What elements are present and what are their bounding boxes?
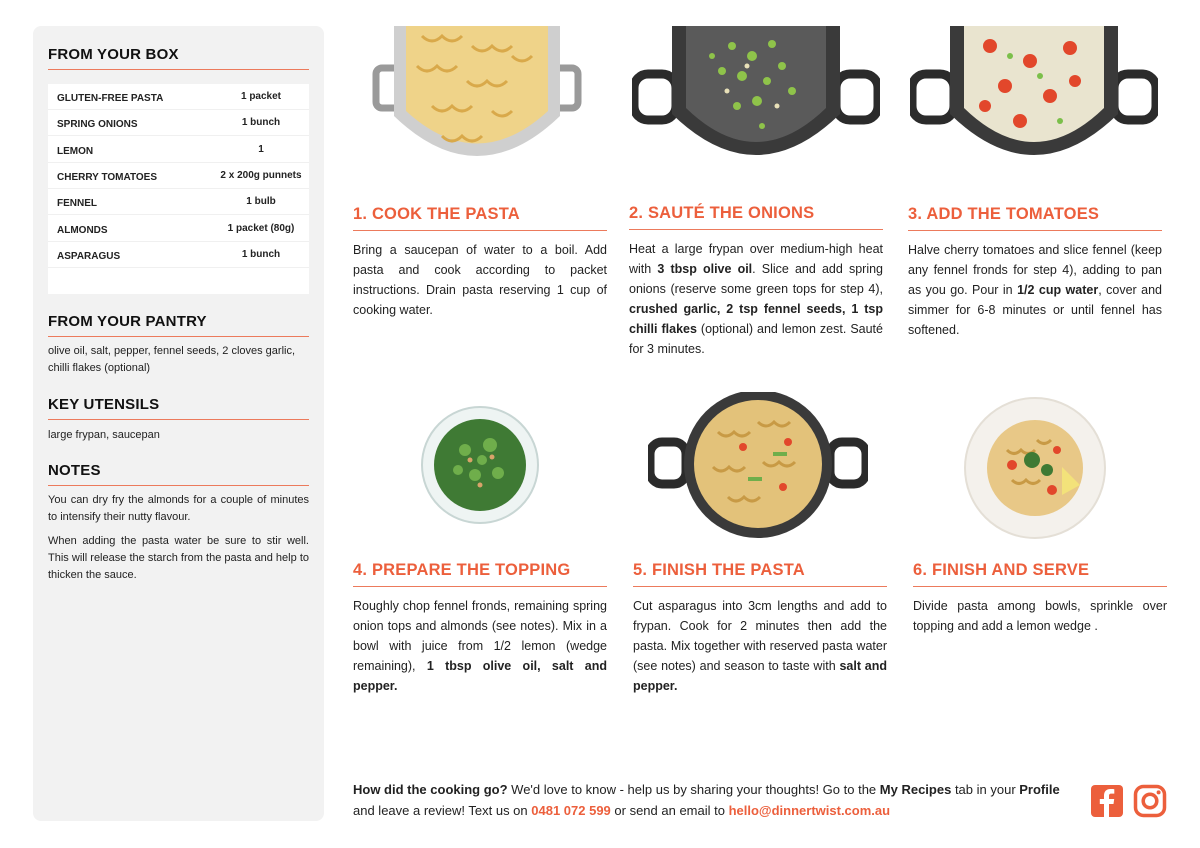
facebook-icon[interactable] bbox=[1090, 784, 1124, 818]
pantry-text: olive oil, salt, pepper, fennel seeds, 2 cloves garlic, chilli flakes (optional) bbox=[48, 345, 296, 374]
step-1-title: 1. COOK THE PASTA bbox=[353, 205, 607, 231]
tomatoes-fennel-pan-photo bbox=[910, 26, 1158, 172]
ingredient-name: CHERRY TOMATOES bbox=[57, 171, 158, 183]
ingredient-quantity: 1 bulb bbox=[246, 196, 276, 208]
topping-bowl-photo bbox=[420, 405, 540, 525]
step-4-body: Roughly chop fennel fronds, remaining spring onion tops and almonds (see notes). Mix in a bowl with juice from 1/2 lemon (wedge remaining), 1 tbsp olive oil, salt and pepper. bbox=[353, 599, 607, 693]
step-5-body: Cut asparagus into 3cm lengths and add to frypan. Cook for 2 minutes then add the pasta. Mix together with reserved pasta water (see notes) and season to taste with salt and pepper. bbox=[633, 599, 887, 693]
ingredient-quantity: 1 bbox=[258, 143, 264, 155]
step-4-title: 4. PREPARE THE TOPPING bbox=[353, 561, 607, 587]
email-link[interactable]: hello@dinnertwist.com.au bbox=[728, 803, 891, 818]
step-3-body: Halve cherry tomatoes and slice fennel (keep any fennel fronds for step 4), adding to pan as you go. Pour in 1/2 cup water, cover and simmer for 6-8 minutes or until fennel has softened. bbox=[908, 243, 1162, 337]
step-2-title: 2. SAUTÉ THE ONIONS bbox=[629, 204, 883, 230]
phone-link[interactable]: 0481 072 599 bbox=[531, 803, 611, 818]
ingredient-name: GLUTEN-FREE PASTA bbox=[57, 93, 164, 104]
ingredient-quantity: 2 x 200g punnets bbox=[220, 169, 302, 181]
box-ingredient-row bbox=[48, 84, 309, 110]
finished-pasta-pan-photo bbox=[648, 392, 868, 538]
ingredient-name: SPRING ONIONS bbox=[57, 119, 138, 131]
ingredients-sidebar bbox=[33, 26, 324, 821]
step-3-title: 3. ADD THE TOMATOES bbox=[908, 205, 1162, 231]
utensils-text: large frypan, saucepan bbox=[48, 429, 160, 441]
box-ingredient-row bbox=[48, 189, 309, 215]
ingredient-quantity: 1 bunch bbox=[241, 248, 281, 260]
box-section-title: FROM YOUR BOX bbox=[48, 46, 309, 70]
box-ingredient-row bbox=[48, 163, 309, 189]
box-ingredient-row bbox=[48, 216, 309, 242]
ingredient-name: ALMONDS bbox=[57, 224, 108, 236]
note-1: You can dry fry the almonds for a couple of minutes to intensify their nutty flavour. bbox=[48, 494, 309, 523]
instagram-icon[interactable] bbox=[1133, 784, 1167, 818]
box-ingredients-table bbox=[48, 84, 309, 294]
utensils-section-title: KEY UTENSILS bbox=[48, 396, 309, 420]
step-2-body: Heat a large frypan over medium-high heat with 3 tbsp olive oil. Slice and add spring onions (reserve some green tops for step 4), crushed garlic, 2 tsp fennel seeds, 1 tsp chilli flakes (optional) and lemon zest. Sauté for 3 minutes. bbox=[629, 242, 883, 356]
ingredient-name: LEMON bbox=[57, 145, 94, 157]
step-5-title: 5. FINISH THE PASTA bbox=[633, 561, 887, 587]
step-6-title: 6. FINISH AND SERVE bbox=[913, 561, 1167, 587]
ingredient-quantity: 1 packet bbox=[240, 91, 282, 102]
box-ingredient-row bbox=[48, 242, 309, 268]
pantry-section-title: FROM YOUR PANTRY bbox=[48, 313, 309, 337]
box-ingredient-row bbox=[48, 110, 309, 136]
note-2: When adding the pasta water be sure to stir well. This will release the starch from the pasta and help to thicken the sauce. bbox=[48, 535, 309, 581]
box-ingredient-row bbox=[48, 137, 309, 163]
step-6-body: Divide pasta among bowls, sprinkle over topping and add a lemon wedge . bbox=[913, 599, 1167, 633]
ingredient-name: FENNEL bbox=[57, 198, 97, 210]
sauteed-onions-pan-photo bbox=[632, 26, 880, 172]
ingredient-name: ASPARAGUS bbox=[57, 250, 121, 262]
ingredient-quantity: 1 packet (80g) bbox=[227, 222, 295, 234]
cooked-pasta-pot-photo bbox=[372, 26, 582, 172]
step-1-body: Bring a saucepan of water to a boil. Add pasta and cook according to packet instructions. Drain pasta reserving 1 cup of cooking water. bbox=[353, 243, 607, 317]
feedback-footer: How did the cooking go? We'd love to know - help us by sharing your thoughts! Go to the My Recipes tab in your Profile and leave a review! Text us on 0481 072 599 or send an email to hello@dinnertwist.com.au bbox=[353, 782, 1060, 818]
plated-pasta-photo bbox=[962, 395, 1108, 541]
notes-section-title: NOTES bbox=[48, 462, 309, 486]
ingredient-quantity: 1 bunch bbox=[241, 117, 281, 129]
